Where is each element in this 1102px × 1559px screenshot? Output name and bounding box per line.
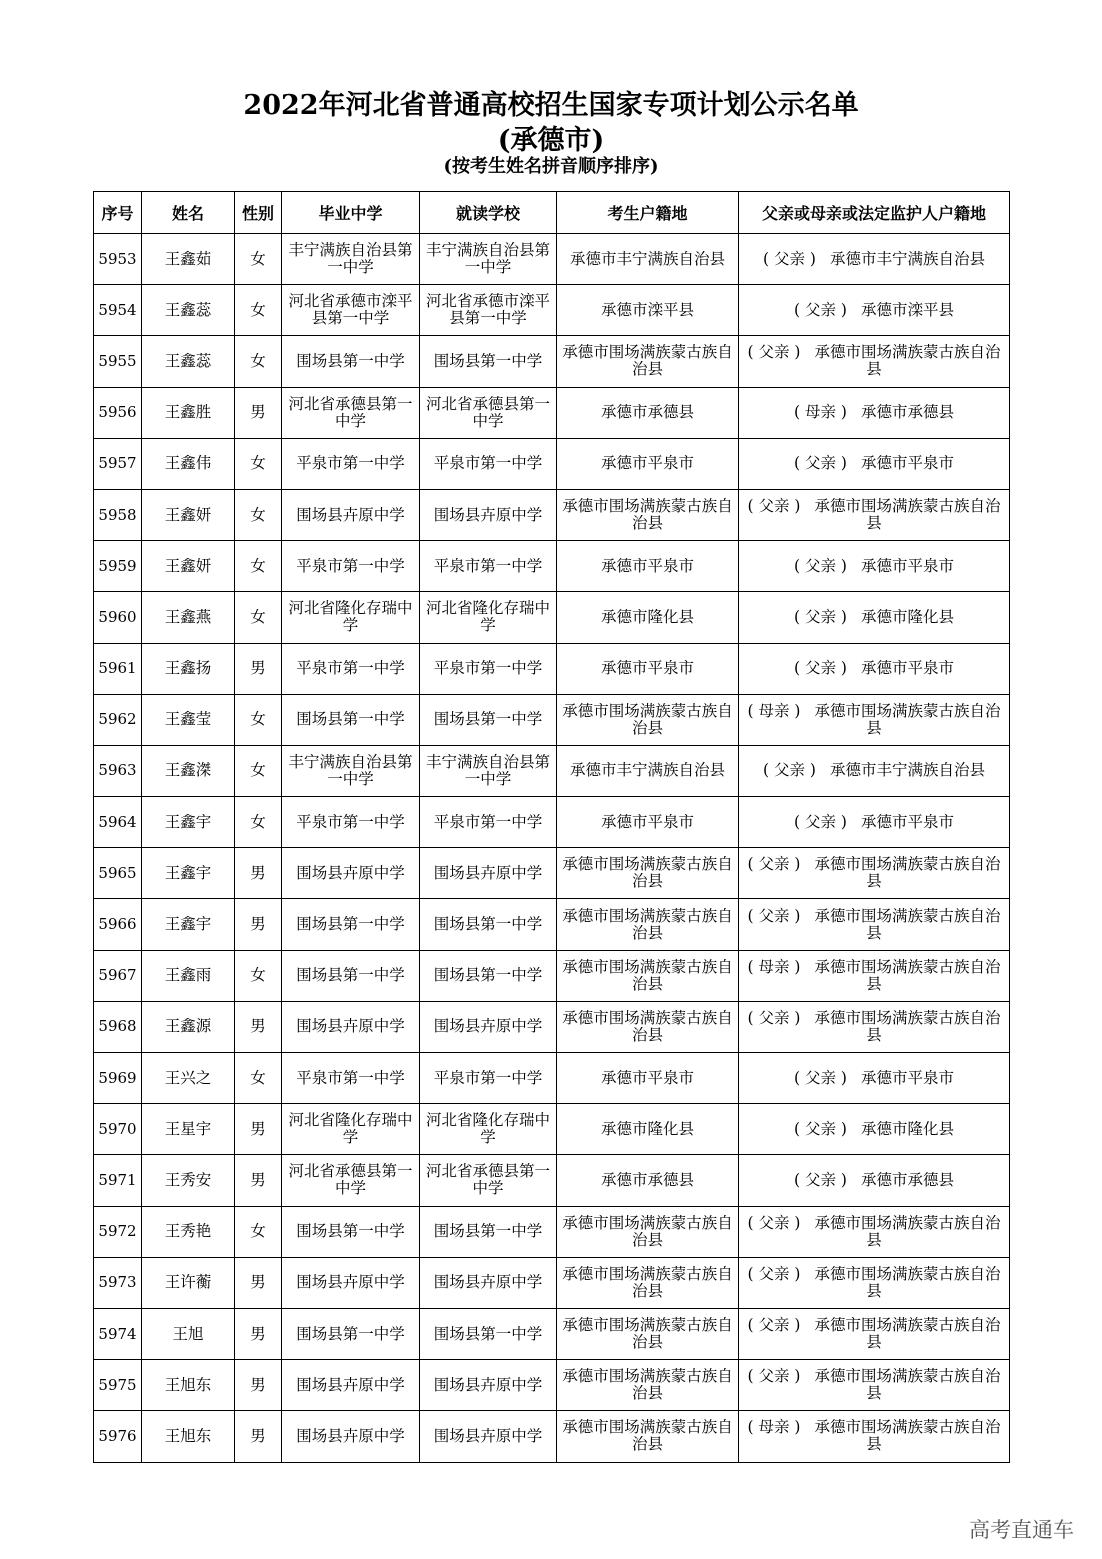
cell-guardian-hukou <box>739 1308 1010 1359</box>
cell-study-school: 丰宁满族自治县第一中学 <box>420 234 557 285</box>
guardian-place: 承德市围场满族蒙古族自治县 <box>814 855 1001 891</box>
cell-study-school: 围场县第一中学 <box>420 1206 557 1257</box>
guardian-relation: ( 父亲 ) <box>794 556 847 575</box>
cell-gender: 男 <box>235 1001 282 1052</box>
guardian-place: 承德市丰宁满族自治县 <box>829 249 985 268</box>
cell-study-school: 河北省隆化存瑞中学 <box>420 592 557 643</box>
column-header-hukou: 考生户籍地 <box>557 192 739 234</box>
cell-study-school: 围场县卉原中学 <box>420 1257 557 1308</box>
table-row <box>94 899 1010 950</box>
cell-guardian-hukou <box>739 797 1010 848</box>
guardian-place: 承德市围场满族蒙古族自治县 <box>814 343 1001 379</box>
cell-seq: 5970 <box>94 1104 142 1155</box>
cell-grad-school: 河北省承德市滦平县第一中学 <box>282 285 420 336</box>
cell-grad-school: 围场县卉原中学 <box>282 848 420 899</box>
guardian-place: 承德市滦平县 <box>860 300 954 319</box>
guardian-relation: ( 母亲 ) <box>747 1418 801 1437</box>
cell-guardian-hukou <box>739 950 1010 1001</box>
column-header-grad-school: 毕业中学 <box>282 192 420 234</box>
cell-hukou: 承德市围场满族蒙古族自治县 <box>557 1360 739 1411</box>
cell-seq: 5962 <box>94 694 142 745</box>
cell-study-school: 河北省隆化存瑞中学 <box>420 1104 557 1155</box>
cell-guardian-hukou <box>739 1104 1010 1155</box>
guardian-relation: ( 父亲 ) <box>763 249 816 268</box>
cell-name: 王鑫茹 <box>142 234 235 285</box>
cell-seq: 5955 <box>94 336 142 387</box>
cell-name: 王旭 <box>142 1308 235 1359</box>
cell-gender: 男 <box>235 1360 282 1411</box>
guardian-relation: ( 父亲 ) <box>794 1170 847 1189</box>
cell-study-school: 围场县卉原中学 <box>420 1411 557 1462</box>
cell-seq: 5969 <box>94 1053 142 1104</box>
cell-name: 王鑫宇 <box>142 848 235 899</box>
cell-hukou: 承德市丰宁满族自治县 <box>557 234 739 285</box>
cell-guardian-hukou <box>739 592 1010 643</box>
cell-hukou: 承德市围场满族蒙古族自治县 <box>557 1206 739 1257</box>
cell-grad-school: 围场县卉原中学 <box>282 1257 420 1308</box>
guardian-place: 承德市平泉市 <box>860 812 954 831</box>
cell-name: 王鑫蕊 <box>142 336 235 387</box>
cell-hukou: 承德市平泉市 <box>557 643 739 694</box>
cell-gender: 男 <box>235 1104 282 1155</box>
guardian-place: 承德市围场满族蒙古族自治县 <box>814 957 1001 993</box>
guardian-place: 承德市围场满族蒙古族自治县 <box>814 1008 1001 1044</box>
guardian-relation: ( 父亲 ) <box>747 497 801 516</box>
cell-gender: 女 <box>235 745 282 796</box>
cell-gender: 女 <box>235 438 282 489</box>
cell-grad-school: 围场县第一中学 <box>282 950 420 1001</box>
cell-gender: 男 <box>235 387 282 438</box>
table-row <box>94 848 1010 899</box>
guardian-relation: ( 父亲 ) <box>794 812 847 831</box>
table-row <box>94 1053 1010 1104</box>
column-header-guardian-hukou: 父亲或母亲或法定监护人户籍地 <box>739 192 1010 234</box>
cell-hukou: 承德市承德县 <box>557 387 739 438</box>
cell-study-school: 围场县卉原中学 <box>420 489 557 540</box>
table-row <box>94 285 1010 336</box>
table-row <box>94 643 1010 694</box>
cell-seq: 5974 <box>94 1308 142 1359</box>
cell-seq: 5965 <box>94 848 142 899</box>
table-row <box>94 745 1010 796</box>
cell-guardian-hukou <box>739 438 1010 489</box>
cell-guardian-hukou <box>739 745 1010 796</box>
cell-seq: 5967 <box>94 950 142 1001</box>
cell-name: 王鑫源 <box>142 1001 235 1052</box>
cell-hukou: 承德市滦平县 <box>557 285 739 336</box>
guardian-relation: ( 父亲 ) <box>747 1213 801 1232</box>
cell-guardian-hukou <box>739 1360 1010 1411</box>
table-row <box>94 438 1010 489</box>
cell-study-school: 平泉市第一中学 <box>420 438 557 489</box>
cell-hukou: 承德市围场满族蒙古族自治县 <box>557 1257 739 1308</box>
cell-gender: 女 <box>235 234 282 285</box>
guardian-place: 承德市围场满族蒙古族自治县 <box>814 1264 1001 1300</box>
cell-study-school: 围场县第一中学 <box>420 1308 557 1359</box>
cell-grad-school: 丰宁满族自治县第一中学 <box>282 745 420 796</box>
table-header-row <box>94 192 1010 234</box>
guardian-relation: ( 父亲 ) <box>747 1008 801 1027</box>
table-row <box>94 1104 1010 1155</box>
table-row <box>94 1411 1010 1462</box>
cell-seq: 5966 <box>94 899 142 950</box>
cell-name: 王鑫蕊 <box>142 285 235 336</box>
cell-hukou: 承德市围场满族蒙古族自治县 <box>557 1308 739 1359</box>
cell-name: 王鑫妍 <box>142 541 235 592</box>
cell-name: 王许蘅 <box>142 1257 235 1308</box>
cell-name: 王鑫燕 <box>142 592 235 643</box>
cell-gender: 女 <box>235 1053 282 1104</box>
cell-study-school: 丰宁满族自治县第一中学 <box>420 745 557 796</box>
guardian-relation: ( 父亲 ) <box>794 659 847 678</box>
cell-seq: 5957 <box>94 438 142 489</box>
guardian-relation: ( 父亲 ) <box>794 607 847 626</box>
guardian-relation: ( 父亲 ) <box>794 1068 847 1087</box>
cell-grad-school: 围场县卉原中学 <box>282 1001 420 1052</box>
cell-gender: 男 <box>235 899 282 950</box>
page-subtitle: (承德市) <box>497 125 605 156</box>
table-row <box>94 694 1010 745</box>
cell-name: 王旭东 <box>142 1411 235 1462</box>
cell-seq: 5960 <box>94 592 142 643</box>
cell-name: 王秀艳 <box>142 1206 235 1257</box>
cell-name: 王旭东 <box>142 1360 235 1411</box>
cell-hukou: 承德市平泉市 <box>557 541 739 592</box>
cell-grad-school: 围场县第一中学 <box>282 1206 420 1257</box>
guardian-place: 承德市丰宁满族自治县 <box>829 761 985 780</box>
cell-seq: 5975 <box>94 1360 142 1411</box>
cell-study-school: 河北省承德县第一中学 <box>420 387 557 438</box>
cell-study-school: 平泉市第一中学 <box>420 1053 557 1104</box>
cell-study-school: 河北省承德市滦平县第一中学 <box>420 285 557 336</box>
cell-study-school: 平泉市第一中学 <box>420 541 557 592</box>
table-row <box>94 1257 1010 1308</box>
table-row <box>94 234 1010 285</box>
cell-name: 王鑫伟 <box>142 438 235 489</box>
cell-grad-school: 河北省隆化存瑞中学 <box>282 1104 420 1155</box>
cell-name: 王秀安 <box>142 1155 235 1206</box>
cell-seq: 5956 <box>94 387 142 438</box>
guardian-place: 承德市围场满族蒙古族自治县 <box>814 1316 1001 1352</box>
column-header-gender: 性别 <box>235 192 282 234</box>
cell-guardian-hukou <box>739 1155 1010 1206</box>
table-row <box>94 387 1010 438</box>
cell-study-school: 围场县第一中学 <box>420 899 557 950</box>
table-body <box>94 234 1010 1463</box>
cell-study-school: 围场县第一中学 <box>420 694 557 745</box>
cell-name: 王鑫胜 <box>142 387 235 438</box>
cell-grad-school: 围场县第一中学 <box>282 336 420 387</box>
guardian-place: 承德市平泉市 <box>860 556 954 575</box>
table-row <box>94 489 1010 540</box>
cell-gender: 男 <box>235 1308 282 1359</box>
guardian-relation: ( 父亲 ) <box>763 761 816 780</box>
guardian-relation: ( 母亲 ) <box>794 403 847 422</box>
guardian-place: 承德市隆化县 <box>860 607 954 626</box>
cell-name: 王鑫宇 <box>142 797 235 848</box>
table-row <box>94 797 1010 848</box>
cell-hukou: 承德市围场满族蒙古族自治县 <box>557 899 739 950</box>
cell-hukou: 承德市围场满族蒙古族自治县 <box>557 848 739 899</box>
cell-seq: 5973 <box>94 1257 142 1308</box>
guardian-relation: ( 父亲 ) <box>794 300 847 319</box>
cell-guardian-hukou <box>739 899 1010 950</box>
cell-grad-school: 围场县第一中学 <box>282 694 420 745</box>
guardian-place: 承德市围场满族蒙古族自治县 <box>814 1367 1001 1403</box>
cell-name: 王星宇 <box>142 1104 235 1155</box>
cell-hukou: 承德市隆化县 <box>557 1104 739 1155</box>
guardian-relation: ( 父亲 ) <box>747 1316 801 1335</box>
cell-hukou: 承德市围场满族蒙古族自治县 <box>557 489 739 540</box>
cell-guardian-hukou <box>739 541 1010 592</box>
table-row <box>94 1206 1010 1257</box>
table-row <box>94 1155 1010 1206</box>
guardian-relation: ( 父亲 ) <box>794 454 847 473</box>
sort-note: (按考生姓名拼音顺序排序) <box>443 156 659 177</box>
cell-grad-school: 河北省隆化存瑞中学 <box>282 592 420 643</box>
cell-seq: 5972 <box>94 1206 142 1257</box>
guardian-place: 承德市隆化县 <box>860 1119 954 1138</box>
cell-name: 王鑫妍 <box>142 489 235 540</box>
cell-study-school: 围场县卉原中学 <box>420 1001 557 1052</box>
page-title: 2022年河北省普通高校招生国家专项计划公示名单 <box>243 90 859 121</box>
cell-hukou: 承德市围场满族蒙古族自治县 <box>557 950 739 1001</box>
cell-name: 王鑫雨 <box>142 950 235 1001</box>
cell-hukou: 承德市平泉市 <box>557 797 739 848</box>
guardian-relation: ( 父亲 ) <box>747 1367 801 1386</box>
cell-gender: 男 <box>235 1155 282 1206</box>
cell-hukou: 承德市隆化县 <box>557 592 739 643</box>
cell-seq: 5958 <box>94 489 142 540</box>
cell-study-school: 平泉市第一中学 <box>420 643 557 694</box>
guardian-place: 承德市围场满族蒙古族自治县 <box>814 1213 1001 1249</box>
cell-seq: 5959 <box>94 541 142 592</box>
cell-gender: 女 <box>235 592 282 643</box>
cell-seq: 5976 <box>94 1411 142 1462</box>
table-row <box>94 336 1010 387</box>
cell-gender: 男 <box>235 1257 282 1308</box>
cell-gender: 女 <box>235 541 282 592</box>
cell-grad-school: 平泉市第一中学 <box>282 797 420 848</box>
column-header-name: 姓名 <box>142 192 235 234</box>
cell-grad-school: 围场县第一中学 <box>282 1308 420 1359</box>
cell-study-school: 围场县卉原中学 <box>420 848 557 899</box>
cell-hukou: 承德市围场满族蒙古族自治县 <box>557 1411 739 1462</box>
cell-grad-school: 围场县卉原中学 <box>282 489 420 540</box>
cell-hukou: 承德市平泉市 <box>557 438 739 489</box>
table-row <box>94 1360 1010 1411</box>
cell-name: 王鑫莹 <box>142 694 235 745</box>
guardian-place: 承德市平泉市 <box>860 454 954 473</box>
cell-gender: 男 <box>235 848 282 899</box>
cell-guardian-hukou <box>739 1257 1010 1308</box>
cell-guardian-hukou <box>739 336 1010 387</box>
cell-hukou: 承德市丰宁满族自治县 <box>557 745 739 796</box>
watermark: 高考直通车 <box>969 1518 1074 1542</box>
cell-seq: 5971 <box>94 1155 142 1206</box>
cell-guardian-hukou <box>739 285 1010 336</box>
guardian-place: 承德市围场满族蒙古族自治县 <box>814 497 1001 533</box>
cell-study-school: 围场县第一中学 <box>420 336 557 387</box>
table-row <box>94 1308 1010 1359</box>
cell-guardian-hukou <box>739 848 1010 899</box>
guardian-place: 承德市承德县 <box>860 403 954 422</box>
guardian-place: 承德市平泉市 <box>860 659 954 678</box>
guardian-place: 承德市围场满族蒙古族自治县 <box>814 906 1001 942</box>
cell-guardian-hukou <box>739 1053 1010 1104</box>
cell-gender: 女 <box>235 489 282 540</box>
cell-gender: 女 <box>235 285 282 336</box>
cell-guardian-hukou <box>739 643 1010 694</box>
column-header-seq: 序号 <box>94 192 142 234</box>
guardian-relation: ( 父亲 ) <box>747 343 801 362</box>
guardian-place: 承德市平泉市 <box>860 1068 954 1087</box>
cell-seq: 5964 <box>94 797 142 848</box>
cell-gender: 女 <box>235 797 282 848</box>
cell-guardian-hukou <box>739 694 1010 745</box>
cell-study-school: 围场县第一中学 <box>420 950 557 1001</box>
cell-name: 王鑫扬 <box>142 643 235 694</box>
cell-study-school: 平泉市第一中学 <box>420 797 557 848</box>
cell-seq: 5968 <box>94 1001 142 1052</box>
cell-hukou: 承德市围场满族蒙古族自治县 <box>557 694 739 745</box>
cell-gender: 女 <box>235 336 282 387</box>
cell-seq: 5961 <box>94 643 142 694</box>
cell-guardian-hukou <box>739 1411 1010 1462</box>
cell-grad-school: 围场县卉原中学 <box>282 1360 420 1411</box>
guardian-relation: ( 母亲 ) <box>747 957 801 976</box>
cell-grad-school: 围场县卉原中学 <box>282 1411 420 1462</box>
cell-gender: 女 <box>235 950 282 1001</box>
table-row <box>94 592 1010 643</box>
cell-gender: 男 <box>235 643 282 694</box>
roster-table <box>93 191 1010 1463</box>
cell-grad-school: 平泉市第一中学 <box>282 1053 420 1104</box>
cell-name: 王鑫宇 <box>142 899 235 950</box>
guardian-relation: ( 父亲 ) <box>747 855 801 874</box>
cell-guardian-hukou <box>739 1206 1010 1257</box>
guardian-place: 承德市围场满族蒙古族自治县 <box>814 701 1001 737</box>
cell-hukou: 承德市承德县 <box>557 1155 739 1206</box>
guardian-relation: ( 母亲 ) <box>747 701 801 720</box>
cell-seq: 5953 <box>94 234 142 285</box>
table-row <box>94 950 1010 1001</box>
guardian-relation: ( 父亲 ) <box>747 906 801 925</box>
guardian-place: 承德市围场满族蒙古族自治县 <box>814 1418 1001 1454</box>
guardian-relation: ( 父亲 ) <box>747 1264 801 1283</box>
table-row <box>94 1001 1010 1052</box>
cell-seq: 5954 <box>94 285 142 336</box>
column-header-study-school: 就读学校 <box>420 192 557 234</box>
cell-guardian-hukou <box>739 1001 1010 1052</box>
cell-grad-school: 河北省承德县第一中学 <box>282 387 420 438</box>
cell-grad-school: 平泉市第一中学 <box>282 643 420 694</box>
cell-hukou: 承德市围场满族蒙古族自治县 <box>557 1001 739 1052</box>
cell-study-school: 围场县卉原中学 <box>420 1360 557 1411</box>
cell-grad-school: 河北省承德县第一中学 <box>282 1155 420 1206</box>
guardian-place: 承德市承德县 <box>860 1170 954 1189</box>
cell-seq: 5963 <box>94 745 142 796</box>
cell-gender: 女 <box>235 694 282 745</box>
cell-hukou: 承德市围场满族蒙古族自治县 <box>557 336 739 387</box>
table-row <box>94 541 1010 592</box>
cell-gender: 男 <box>235 1411 282 1462</box>
cell-guardian-hukou <box>739 387 1010 438</box>
guardian-relation: ( 父亲 ) <box>794 1119 847 1138</box>
cell-hukou: 承德市平泉市 <box>557 1053 739 1104</box>
cell-guardian-hukou <box>739 234 1010 285</box>
cell-grad-school: 平泉市第一中学 <box>282 438 420 489</box>
cell-study-school: 河北省承德县第一中学 <box>420 1155 557 1206</box>
cell-grad-school: 丰宁满族自治县第一中学 <box>282 234 420 285</box>
cell-gender: 女 <box>235 1206 282 1257</box>
cell-grad-school: 围场县第一中学 <box>282 899 420 950</box>
cell-name: 王兴之 <box>142 1053 235 1104</box>
cell-name: 王鑫滐 <box>142 745 235 796</box>
cell-grad-school: 平泉市第一中学 <box>282 541 420 592</box>
cell-guardian-hukou <box>739 489 1010 540</box>
